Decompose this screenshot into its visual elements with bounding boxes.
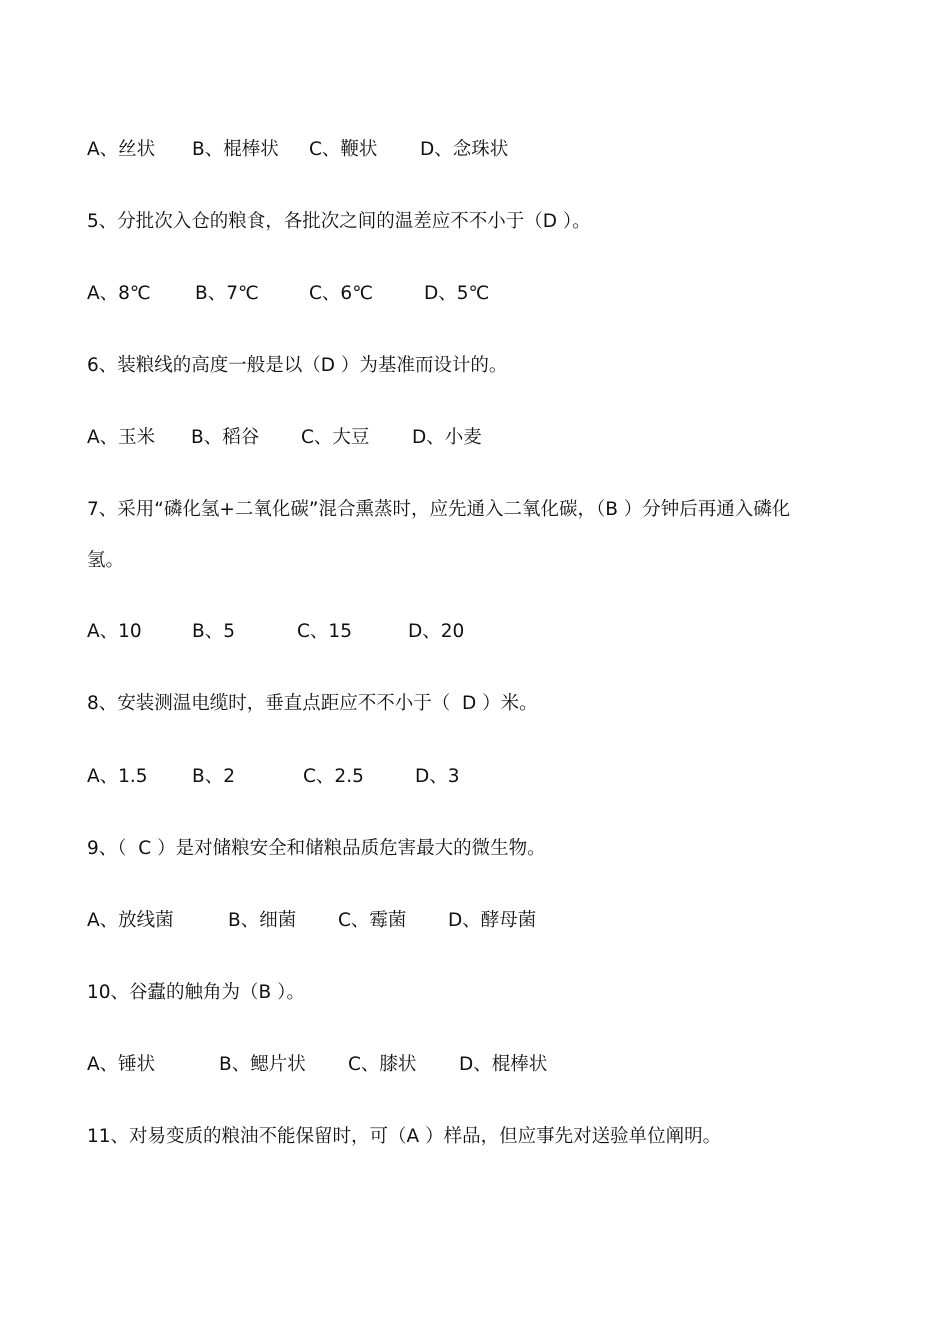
option-b: B、7℃: [195, 283, 259, 304]
question-7: 7、采用“磷化氢+二氧化碳”混合熏蒸时，应先通入二氧化碳，（B ）分钟后再通入磷化: [87, 499, 791, 520]
question-11: 11、对易变质的粮油不能保留时，可（A ）样品，但应事先对送验单位阐明。: [87, 1126, 722, 1147]
option-c: C、6℃: [309, 283, 373, 304]
option-b: B、5: [192, 621, 235, 642]
option-b: B、2: [192, 766, 235, 787]
option-d: D、念珠状: [420, 139, 509, 160]
option-a: A、放线菌: [87, 910, 174, 931]
option-d: D、5℃: [424, 283, 490, 304]
option-a: A、1.5: [87, 766, 148, 787]
option-a: A、玉米: [87, 427, 156, 448]
option-d: D、酵母菌: [448, 910, 537, 931]
option-a: A、丝状: [87, 139, 156, 160]
option-c: C、15: [297, 621, 352, 642]
option-a: A、10: [87, 621, 142, 642]
question-6: 6、装粮线的高度一般是以（D ）为基准而设计的。: [87, 355, 508, 376]
question-7-continuation: 氢。: [87, 550, 125, 571]
option-b: B、稻谷: [191, 427, 260, 448]
question-9: 9、（ C ）是对储粮安全和储粮品质危害最大的微生物。: [87, 838, 546, 859]
option-d: D、3: [415, 766, 460, 787]
option-a: A、8℃: [87, 283, 151, 304]
question-5: 5、分批次入仓的粮食，各批次之间的温差应不不小于（D ）。: [87, 211, 591, 232]
option-d: D、棍棒状: [459, 1054, 548, 1075]
option-c: C、2.5: [303, 766, 364, 787]
option-d: D、20: [408, 621, 465, 642]
question-10: 10、谷蠹的触角为（B ）。: [87, 982, 305, 1003]
option-a: A、锤状: [87, 1054, 156, 1075]
option-b: B、棍棒状: [192, 139, 279, 160]
option-c: C、膝状: [348, 1054, 417, 1075]
option-b: B、鳃片状: [219, 1054, 306, 1075]
option-d: D、小麦: [412, 427, 482, 448]
question-8: 8、安装测温电缆时，垂直点距应不不小于（ D ）米。: [87, 693, 538, 714]
option-c: C、霉菌: [338, 910, 407, 931]
option-b: B、细菌: [228, 910, 297, 931]
option-c: C、鞭状: [309, 139, 378, 160]
option-c: C、大豆: [301, 427, 370, 448]
